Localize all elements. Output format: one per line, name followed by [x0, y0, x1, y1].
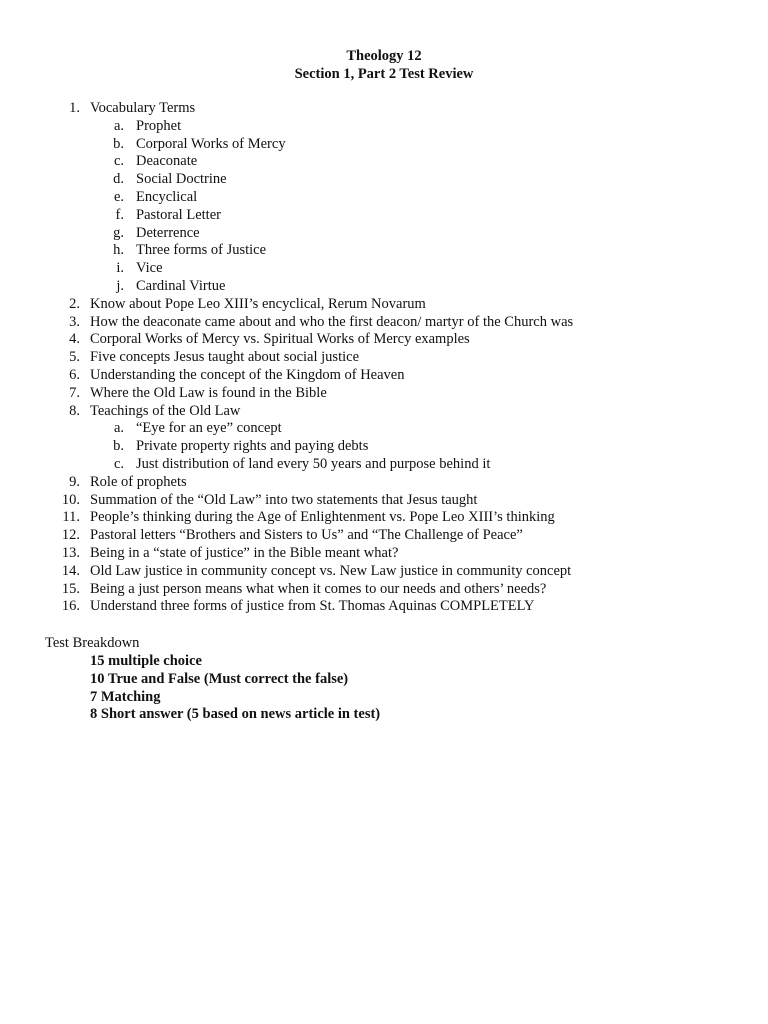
list-item-number: 7.	[69, 384, 80, 401]
sub-list-item-text: Prophet	[136, 117, 182, 134]
sub-list-item-text: Corporal Works of Mercy	[136, 135, 286, 152]
sub-list-item	[0, 420, 768, 438]
review-subtitle: Section 1, Part 2 Test Review	[294, 66, 474, 82]
list-item-number: 8.	[69, 402, 80, 419]
list-item	[0, 331, 768, 349]
sub-list-item-letter: b.	[113, 438, 124, 455]
test-breakdown	[45, 635, 745, 724]
sub-list-item-letter: j.	[116, 277, 124, 294]
sub-list-item	[0, 242, 768, 260]
list-item	[0, 296, 768, 314]
list-item-number: 6.	[69, 366, 80, 383]
list-item-text: Old Law justice in community concept vs. New Law justice in community concept	[90, 562, 572, 579]
list-item	[0, 598, 768, 616]
sub-list-item-text: Vice	[136, 260, 163, 277]
list-item-text: Understand three forms of justice from St. Thomas Aquinas COMPLETELY	[90, 598, 535, 615]
list-item	[0, 563, 768, 581]
list-item	[0, 545, 768, 563]
sub-list-item-letter: e.	[113, 188, 124, 205]
sub-list-item-letter: g.	[113, 224, 124, 241]
list-item	[0, 403, 768, 421]
sub-list-item-letter: f.	[115, 206, 124, 223]
sub-list-item-letter: c.	[113, 455, 124, 472]
sub-list-item-text: Private property rights and paying debts	[136, 438, 369, 455]
sub-list-item-text: Deaconate	[136, 153, 198, 170]
breakdown-title: Test Breakdown	[45, 635, 140, 651]
list-item-number: 4.	[69, 331, 80, 348]
breakdown-item: 15 multiple choice	[90, 653, 202, 669]
sub-list-item	[0, 260, 768, 278]
review-list	[0, 100, 768, 616]
list-item	[0, 527, 768, 545]
list-item	[0, 385, 768, 403]
list-item-number: 5.	[69, 349, 80, 366]
list-item-number: 12.	[61, 527, 80, 544]
sub-list-item-letter: c.	[113, 153, 124, 170]
sub-list-item-letter: a.	[113, 420, 124, 437]
sub-list-item	[0, 153, 768, 171]
sub-list-item-letter: a.	[113, 117, 124, 134]
sub-list-item	[0, 207, 768, 225]
list-item-text: Being in a “state of justice” in the Bible meant what?	[90, 544, 399, 561]
list-item-number: 1.	[69, 100, 80, 116]
sub-list-item-text: Just distribution of land every 50 years and purpose behind it	[136, 455, 491, 472]
list-item-number: 10.	[61, 491, 80, 508]
sub-list-item-text: Encyclical	[136, 188, 198, 205]
breakdown-item: 10 True and False (Must correct the false)	[90, 670, 349, 687]
list-item-text: People’s thinking during the Age of Enlightenment vs. Pope Leo XIII’s thinking	[90, 509, 555, 526]
list-item	[0, 367, 768, 385]
list-item-number: 14.	[61, 562, 80, 579]
sub-list-item-text: Three forms of Justice	[136, 242, 267, 259]
sub-list-item-letter: h.	[113, 242, 124, 259]
list-item-text: Understanding the concept of the Kingdom of Heaven	[90, 366, 405, 383]
list-item-text: Being a just person means what when it comes to our needs and others’ needs?	[90, 580, 547, 597]
list-item	[0, 492, 768, 510]
list-item-text: Summation of the “Old Law” into two statements that Jesus taught	[90, 491, 478, 508]
list-item-text: Where the Old Law is found in the Bible	[90, 384, 327, 401]
sub-list-item-letter: i.	[116, 260, 124, 277]
breakdown-item: 8 Short answer (5 based on news article in test)	[90, 706, 381, 723]
sub-list-item	[0, 136, 768, 154]
sub-list-item-letter: d.	[113, 171, 124, 188]
sub-list-item	[0, 278, 768, 296]
sub-list-item	[0, 118, 768, 136]
breakdown-item: 7 Matching	[90, 688, 161, 705]
list-item-text: Role of prophets	[90, 473, 187, 490]
list-item-number: 9.	[69, 473, 80, 490]
list-item-text: Corporal Works of Mercy vs. Spiritual Works of Mercy examples	[90, 331, 470, 348]
list-item	[0, 100, 768, 118]
breakdown-items	[45, 653, 745, 724]
list-item	[0, 581, 768, 599]
sub-list-item-text: “Eye for an eye” concept	[136, 420, 282, 437]
sub-list-item-text: Cardinal Virtue	[136, 277, 226, 294]
list-item-text: Teachings of the Old Law	[90, 402, 241, 419]
list-item-number: 15.	[61, 580, 80, 597]
list-item	[0, 509, 768, 527]
list-item-number: 11.	[62, 509, 80, 526]
list-item-text: Vocabulary Terms	[90, 100, 196, 116]
list-item	[0, 314, 768, 332]
list-item-number: 16.	[61, 598, 80, 615]
course-title: Theology 12	[346, 48, 422, 64]
sub-list-item-text: Social Doctrine	[136, 171, 227, 188]
list-item	[0, 349, 768, 367]
document-header	[0, 47, 768, 83]
list-item-number: 2.	[69, 295, 80, 312]
sub-list-item	[0, 225, 768, 243]
sub-list-item	[0, 189, 768, 207]
sub-list-item	[0, 438, 768, 456]
sub-list-item-letter: b.	[113, 135, 124, 152]
sub-list-item-text: Pastoral Letter	[136, 206, 221, 223]
sub-list-item-text: Deterrence	[136, 224, 200, 241]
list-item	[0, 474, 768, 492]
sub-list-item	[0, 456, 768, 474]
list-item-number: 13.	[61, 544, 80, 561]
list-item-text: Know about Pope Leo XIII’s encyclical, Rerum Novarum	[90, 295, 426, 312]
list-item-text: Pastoral letters “Brothers and Sisters to Us” and “The Challenge of Peace”	[90, 527, 523, 544]
sub-list-item	[0, 171, 768, 189]
list-item-number: 3.	[69, 313, 80, 330]
list-item-text: Five concepts Jesus taught about social justice	[90, 349, 360, 366]
list-item-text: How the deaconate came about and who the first deacon/ martyr of the Church was	[90, 313, 574, 330]
